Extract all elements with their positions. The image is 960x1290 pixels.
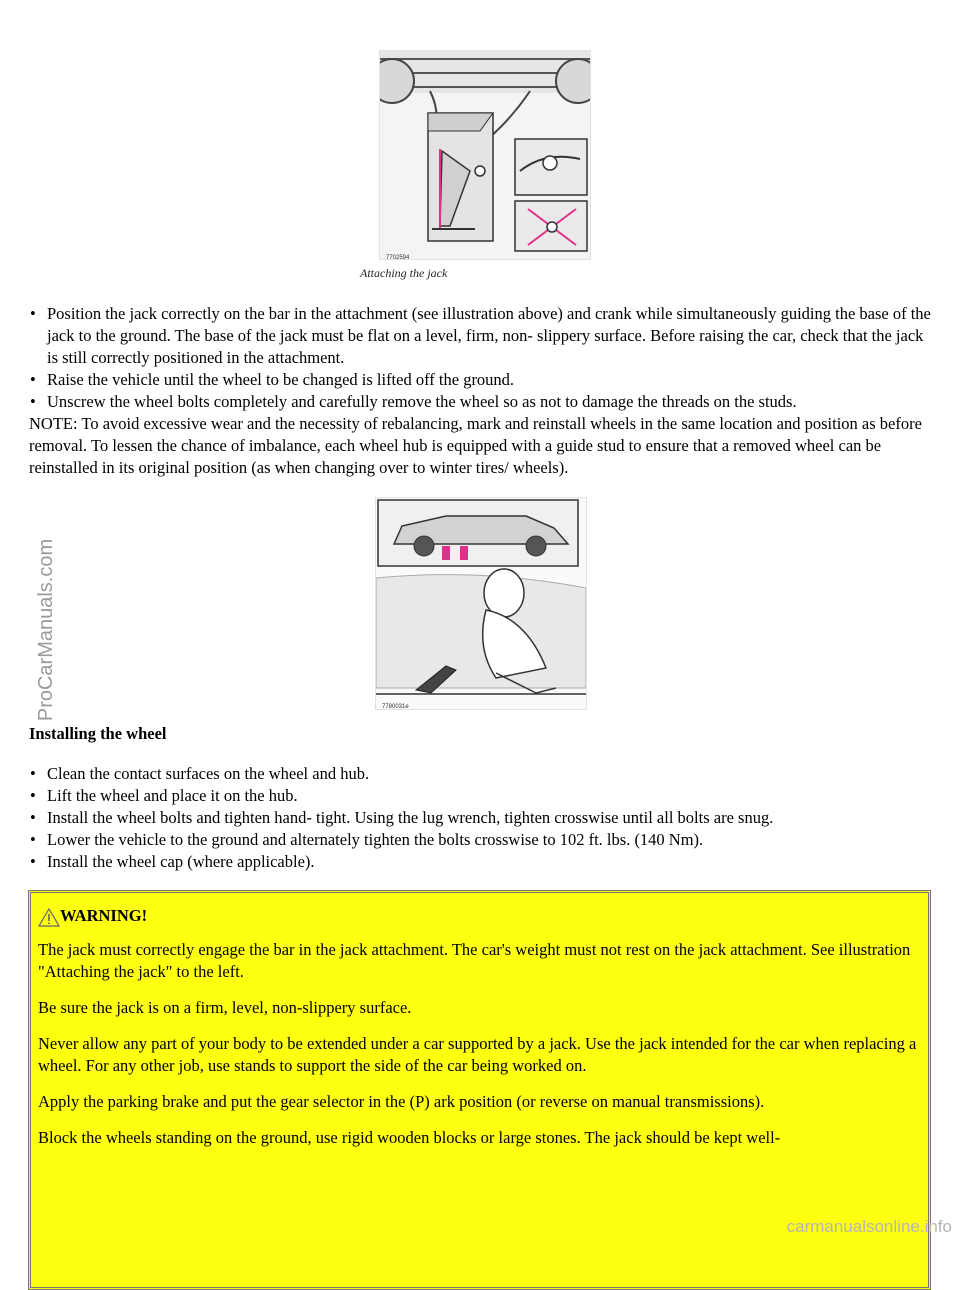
instructions-install <box>29 723 934 873</box>
figure-code: 7780031e <box>382 704 409 710</box>
removal-steps <box>29 303 934 413</box>
jack-illustration <box>380 51 590 259</box>
footer-watermark: carmanualsonline.info <box>786 1217 952 1236</box>
note-paragraph: NOTE: To avoid excessive wear and the necessity of rebalancing, mark and reinstall wheels in the same location and position as before removal. To lessen the chance of imbalance, each wheel hub is equipped with a guide stud to ensure that a removed wheel can be reinstalled in its original position (as when changing over to winter tires/ wheels). <box>29 414 922 477</box>
figure-code: 7702594 <box>386 255 410 260</box>
list-item: • Install the wheel cap (where applicable). <box>29 851 934 873</box>
section-heading: Installing the wheel <box>29 724 167 743</box>
list-item: • Unscrew the wheel bolts completely and carefully remove the wheel so as not to damage the threads on the studs. <box>29 391 934 413</box>
warning-paragraph: Block the wheels standing on the ground, use rigid wooden blocks or large stones. The jack should be kept well- <box>38 1128 781 1147</box>
list-item: • Position the jack correctly on the bar in the attachment (see illustration above) and crank while simultaneously guiding the base of the jack to the ground. The base of the jack must be flat on a level, firm, non- slippery surface. Before raising the car, check that the jack is still correctly positioned in the attachment. <box>29 303 934 369</box>
figure-jack-position <box>375 497 587 710</box>
warning-title <box>38 905 921 927</box>
list-item: • Lower the vehicle to the ground and alternately tighten the bolts crosswise to 102 ft. lbs. (140 Nm). <box>29 829 934 851</box>
warning-triangle-icon <box>38 907 60 927</box>
warning-paragraph: The jack must correctly engage the bar in the jack attachment. The car's weight must not rest on the jack attachment. See illustration "Attaching the jack" to the left. <box>38 940 911 981</box>
install-steps <box>29 763 934 873</box>
list-item: • Raise the vehicle until the wheel to be changed is lifted off the ground. <box>29 369 934 391</box>
list-item: • Install the wheel bolts and tighten hand- tight. Using the lug wrench, tighten crosswise until all bolts are snug. <box>29 807 934 829</box>
warning-title-text: WARNING! <box>60 906 148 925</box>
warning-paragraph: Be sure the jack is on a firm, level, non-slippery surface. <box>38 998 412 1017</box>
warning-paragraph: Never allow any part of your body to be extended under a car supported by a jack. Use the jack intended for the car when replacing a wheel. For any other job, use stands to support the side of the car being worked on. <box>38 1034 917 1075</box>
side-watermark: ProCarManuals.com <box>35 538 57 722</box>
car-jack-illustration <box>376 498 586 709</box>
instructions-removal <box>29 303 934 479</box>
warning-paragraph: Apply the parking brake and put the gear selector in the (P) ark position (or reverse on manual transmissions). <box>38 1092 765 1111</box>
figure-caption: Attaching the jack <box>360 266 448 280</box>
list-item: • Lift the wheel and place it on the hub. <box>29 785 934 807</box>
figure-attaching-jack <box>379 50 591 260</box>
list-item: • Clean the contact surfaces on the wheel and hub. <box>29 763 934 785</box>
